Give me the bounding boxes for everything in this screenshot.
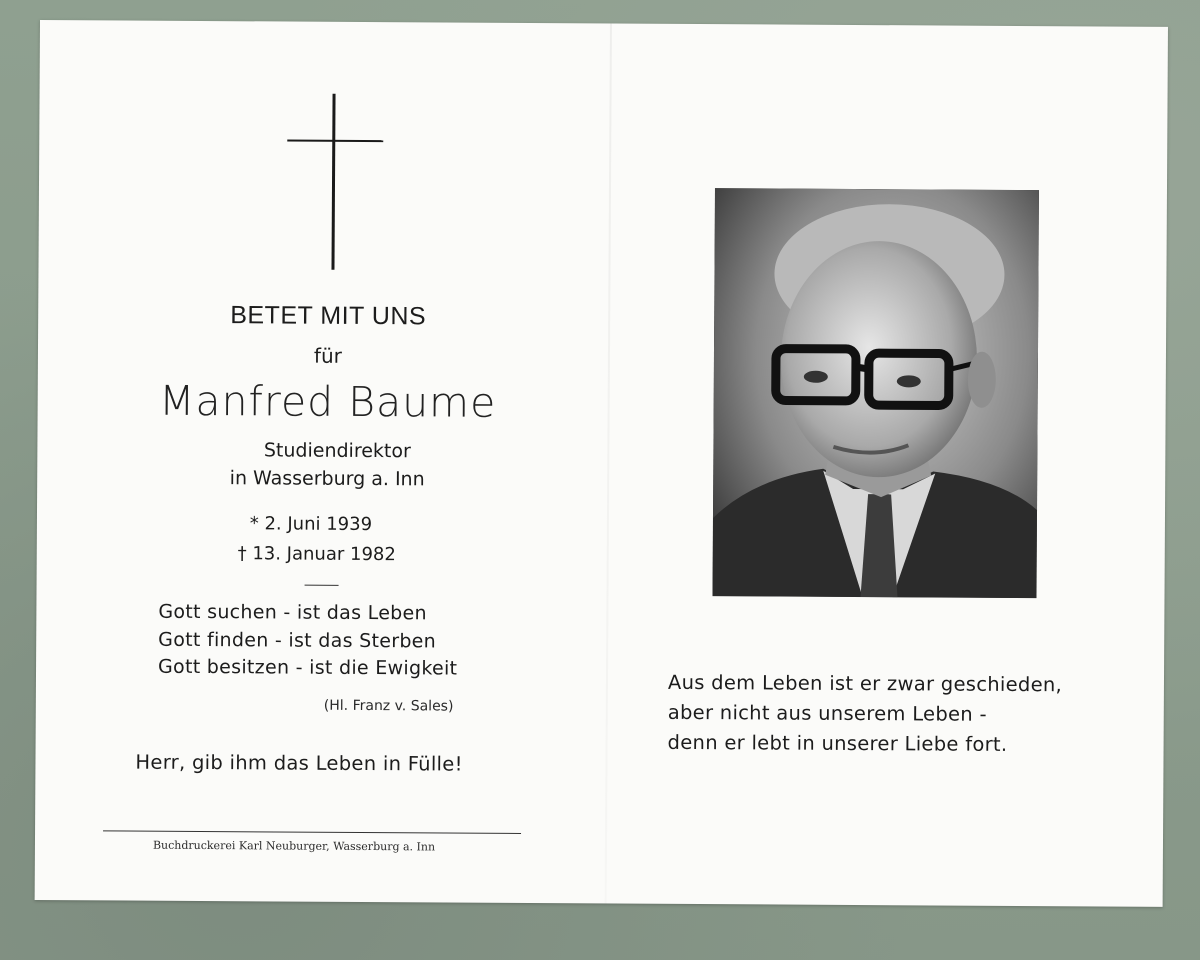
memorial-line: aber nicht aus unserem Leben -	[667, 700, 987, 726]
quote-line: Gott finden - ist das Sterben	[158, 628, 437, 652]
memorial-text	[668, 668, 1063, 760]
quote-source: (Hl. Franz v. Sales)	[323, 697, 454, 715]
heading: BETET MIT UNS	[230, 301, 427, 331]
portrait-photo	[712, 188, 1038, 598]
memorial-card	[35, 20, 1168, 907]
job-title: Studiendirektor	[263, 439, 411, 463]
left-panel	[35, 20, 610, 903]
memorial-line: denn er lebt in unserer Liebe fort.	[667, 730, 1008, 756]
divider-dash	[305, 585, 339, 586]
printer-credit: Buchdruckerei Karl Neuburger, Wasserburg a. Inn	[152, 838, 436, 854]
quote-line: Gott suchen - ist das Leben	[158, 600, 427, 625]
deceased-name: Manfred Baume	[158, 376, 497, 427]
quote	[158, 599, 458, 683]
birth-date: * 2. Juni 1939	[249, 513, 373, 536]
for-label: für	[313, 343, 342, 368]
memorial-line: Aus dem Leben ist er zwar geschieden,	[667, 670, 1063, 697]
death-date: † 13. Januar 1982	[237, 543, 396, 566]
footer-rule	[103, 830, 521, 834]
cross-icon	[286, 94, 387, 271]
prayer: Herr, gib ihm das Leben in Fülle!	[135, 750, 463, 776]
place: in Wasserburg a. Inn	[229, 467, 425, 491]
quote-line: Gott besitzen - ist die Ewigkeit	[157, 655, 458, 680]
